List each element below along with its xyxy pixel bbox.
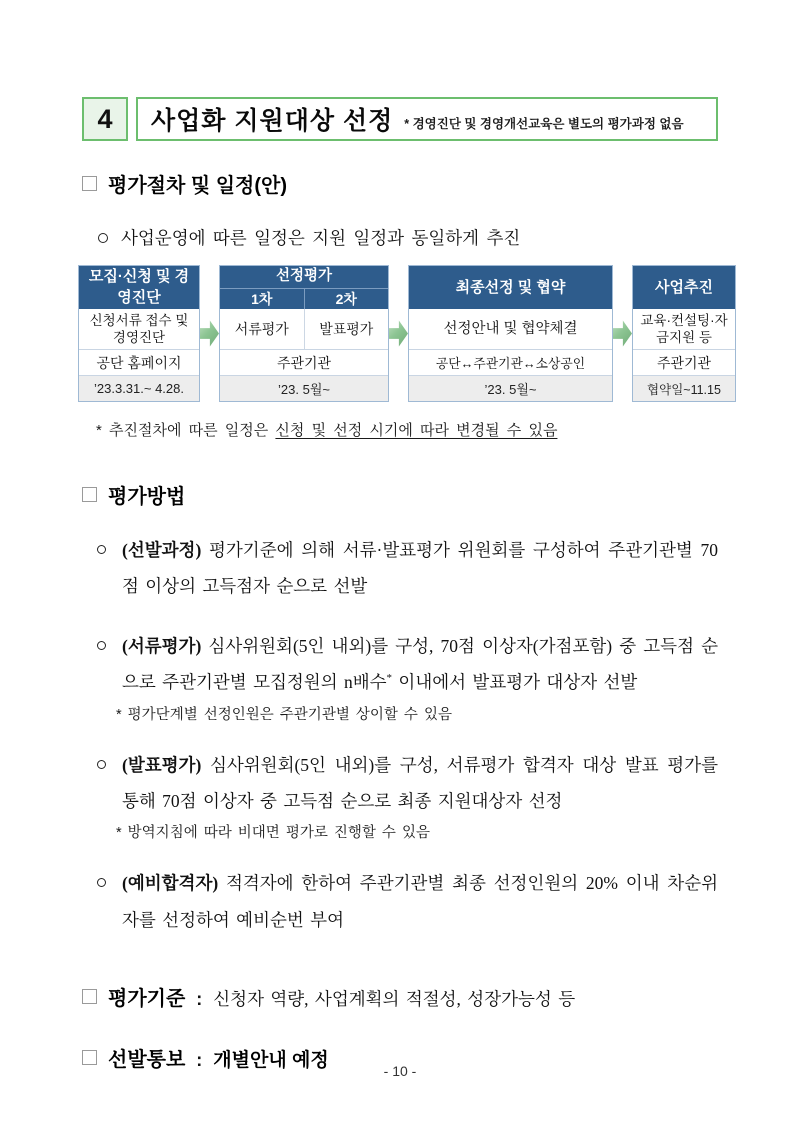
section-number-badge: 4 — [82, 97, 128, 141]
arrow-wrap — [389, 265, 408, 402]
circle-marker-icon — [97, 641, 106, 650]
arrow-right-icon — [200, 320, 219, 347]
process-box-date: ’23. 5월~ — [220, 375, 388, 401]
bullet-lead: (발표평가) — [122, 754, 202, 775]
section-heading-procedure — [82, 169, 718, 198]
method-bullet-presentation-eval — [82, 747, 718, 820]
method-bullet-waitlist — [82, 865, 718, 938]
arrow-right-icon — [613, 320, 632, 347]
title-bar — [82, 97, 718, 141]
bullet-text: 적격자에 한하여 주관기관별 최종 선정인원의 20% 이내 차순위자를 선정하여 예비순번 부여 — [122, 873, 719, 930]
notification-value: 개별안내 예정 — [213, 1050, 329, 1072]
process-box-org: 주관기관 — [633, 349, 735, 376]
section-heading-method — [82, 480, 718, 509]
process-box-final-selection — [408, 265, 613, 402]
section-heading-label: 평가방법 — [108, 486, 186, 508]
notification-label: 선발통보 — [108, 1049, 186, 1072]
bullet-text: 심사위원회(5인 내외)를 구성, 70점 이상자(가점포함) 중 고득점 순으로 주관기관별 모집정원의 n배수 — [122, 635, 719, 693]
colon-separator: : — [196, 1050, 203, 1071]
square-marker-icon — [82, 487, 97, 502]
process-box-header: 선정평가 — [220, 266, 388, 288]
cell-document-eval: 서류평가 — [220, 309, 305, 348]
subheader-round1: 1차 — [220, 289, 305, 310]
circle-marker-icon — [97, 878, 106, 887]
process-box-subheader — [220, 288, 388, 310]
colon-separator: : — [196, 989, 203, 1010]
procedure-note-prefix: * 추진절차에 따른 일정은 — [96, 422, 276, 439]
bullet-lead: (선발과정) — [122, 540, 202, 560]
footnote-asterisk: * — [386, 672, 393, 685]
method-bullet-document-eval — [82, 628, 718, 701]
process-box-body: 교육·컨설팅·자금지원 등 — [640, 312, 728, 346]
process-box-header: 최종선정 및 협약 — [409, 266, 612, 309]
process-box-header: 모집·신청 및 경영진단 — [79, 266, 199, 309]
criteria-value: 신청자 역량, 사업계획의 적절성, 성장가능성 등 — [213, 989, 576, 1010]
arrow-wrap — [200, 265, 219, 402]
circle-marker-icon — [97, 545, 106, 554]
process-box-date: 협약일~11.15 — [633, 375, 735, 401]
process-box-execution — [632, 265, 736, 402]
procedure-intro — [82, 225, 718, 250]
page-title: 사업화 지원대상 선정 — [151, 107, 394, 135]
process-box-evaluation — [219, 265, 389, 402]
circle-marker-icon — [97, 760, 106, 769]
procedure-note — [82, 419, 718, 440]
process-diagram — [78, 265, 727, 402]
subheader-round2: 2차 — [335, 291, 357, 308]
procedure-intro-text: 사업운영에 따른 일정은 지원 일정과 동일하게 추진 — [121, 228, 521, 248]
bullet-lead: (예비합격자) — [122, 873, 219, 894]
arrow-right-icon — [389, 320, 408, 347]
section-heading-label: 평가절차 및 일정(안) — [108, 175, 287, 197]
bullet-lead: (서류평가) — [122, 635, 202, 656]
bullet-text-cont: 이내에서 발표평가 대상자 선발 — [392, 672, 638, 693]
cell-presentation-eval: 발표평가 — [319, 321, 374, 338]
title-note: * 경영진단 및 경영개선교육은 별도의 평가과정 없음 — [404, 117, 684, 131]
criteria-line — [82, 982, 718, 1011]
arrow-wrap — [613, 265, 632, 402]
process-box-cells — [220, 309, 388, 348]
square-marker-icon — [82, 176, 97, 191]
title-box — [136, 97, 718, 141]
page-number: - 10 - — [383, 1063, 417, 1079]
process-box-date: ’23. 5월~ — [409, 375, 612, 401]
process-box-body: 선정안내 및 협약체결 — [443, 320, 578, 337]
circle-marker-icon — [98, 233, 108, 243]
process-box-org: 주관기관 — [220, 349, 388, 376]
process-box-date: ’23.3.31.~ 4.28. — [79, 375, 199, 401]
process-box-header: 사업추진 — [633, 266, 735, 309]
process-box-body: 신청서류 접수 및 경영진단 — [89, 312, 189, 346]
criteria-label: 평가기준 — [108, 988, 186, 1011]
procedure-note-underlined: 신청 및 선정 시기에 따라 변경될 수 있음 — [275, 422, 558, 439]
process-box-recruit — [78, 265, 200, 402]
bullet-text: 평가기준에 의해 서류·발표평가 위원회를 구성하여 주관기관별 70점 이상의 고득점자 순으로 선발 — [122, 540, 719, 597]
bullet-text: 심사위원회(5인 내외)를 구성, 서류평가 합격자 대상 발표 평가를 통해 70점 이상자 중 고득점 순으로 최종 지원대상자 선정 — [122, 754, 719, 811]
process-box-org: 공단 홈페이지 — [79, 349, 199, 376]
bullet-note: * 평가단계별 선정인원은 주관기관별 상이할 수 있음 — [116, 706, 452, 723]
method-bullet-selection-process — [82, 532, 718, 605]
square-marker-icon — [82, 989, 97, 1004]
bullet-note: * 방역지침에 따라 비대면 평가로 진행할 수 있음 — [116, 825, 430, 842]
process-box-org: 공단↔주관기관↔소상공인 — [409, 349, 612, 376]
